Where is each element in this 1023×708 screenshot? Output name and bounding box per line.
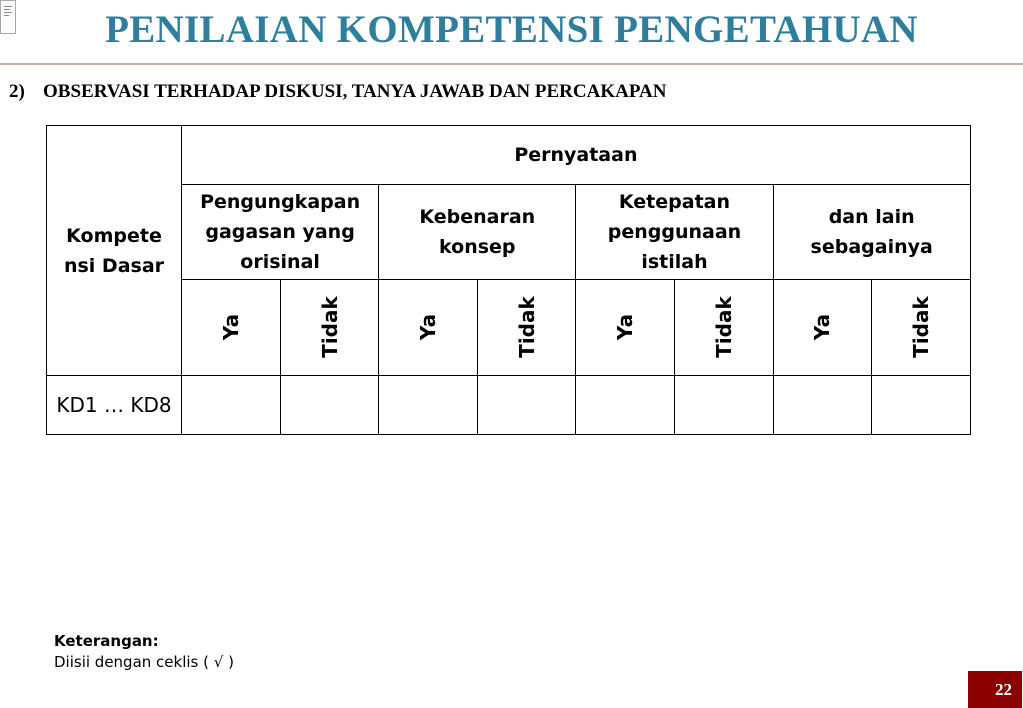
kd-label-cell: KD1 … KD8 [47, 376, 182, 435]
check-cell-tidak-2[interactable] [477, 376, 576, 435]
header-ya-1: Ya [182, 280, 281, 376]
page-title: PENILAIAN KOMPETENSI PENGETAHUAN [105, 8, 918, 51]
section-title: OBSERVASI TERHADAP DISKUSI, TANYA JAWAB DAN PERCAKAPAN [43, 81, 667, 102]
header-ya-3: Ya [576, 280, 675, 376]
page-number-badge: 22 [968, 671, 1022, 708]
header-aspect-3: Ketepatan penggunaan istilah [576, 185, 773, 280]
check-cell-ya-1[interactable] [182, 376, 281, 435]
note-title: Keterangan: [54, 632, 159, 650]
section-heading [9, 80, 666, 104]
check-cell-ya-3[interactable] [576, 376, 675, 435]
check-cell-ya-4[interactable] [773, 376, 872, 435]
title-divider [0, 63, 1023, 65]
assessment-table [46, 125, 971, 435]
header-pernyataan: Pernyataan [182, 126, 971, 185]
check-cell-tidak-3[interactable] [674, 376, 773, 435]
header-tidak-3: Tidak [674, 280, 773, 376]
header-kompetensi-line2: nsi Dasar [63, 254, 165, 277]
note-block [54, 631, 234, 673]
header-tidak-1: Tidak [280, 280, 379, 376]
header-ya-4: Ya [773, 280, 872, 376]
header-aspect-1: Pengungkapan gagasan yang orisinal [182, 185, 379, 280]
check-cell-tidak-4[interactable] [872, 376, 971, 435]
check-cell-tidak-1[interactable] [280, 376, 379, 435]
note-text: Diisii dengan ceklis ( √ ) [54, 653, 234, 671]
table-row [47, 376, 971, 435]
header-aspect-2: Kebenaran konsep [379, 185, 576, 280]
header-ya-2: Ya [379, 280, 478, 376]
header-aspect-4: dan lain sebagainya [773, 185, 970, 280]
header-kompetensi-dasar [47, 126, 182, 376]
header-tidak-2: Tidak [477, 280, 576, 376]
section-number: 2) [9, 81, 25, 102]
check-cell-ya-2[interactable] [379, 376, 478, 435]
header-kompetensi-line1: Kompete [66, 224, 162, 247]
header-tidak-4: Tidak [872, 280, 971, 376]
